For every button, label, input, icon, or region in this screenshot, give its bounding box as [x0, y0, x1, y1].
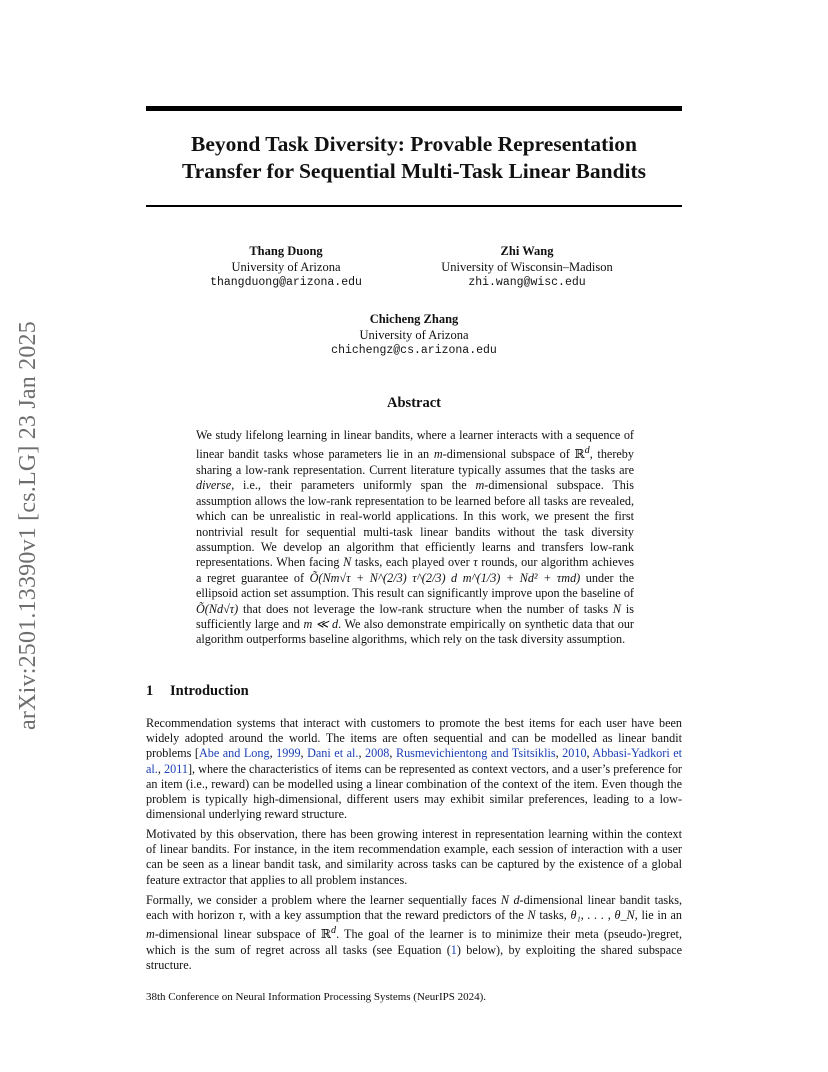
math-N: N: [527, 908, 536, 923]
math-d: d: [513, 893, 520, 907]
para-text: -dimensional linear bandit tasks, each with horizon: [146, 893, 682, 923]
abstract-text: under the ellipsoid action set assumption. This result can significantly improve upon the baseline of: [196, 570, 635, 601]
citation-year-link[interactable]: 1999: [276, 746, 301, 761]
arxiv-stamp-text: arXiv:2501.13390v1 [cs.LG] 23 Jan 2025: [14, 320, 41, 730]
intro-paragraph-3: [146, 893, 682, 973]
citation-link[interactable]: Abe and Long: [198, 746, 270, 761]
para-text: tasks,: [535, 908, 571, 923]
author-email[interactable]: chichengz@cs.arizona.edu: [331, 344, 497, 357]
para-text: ], where the characteristics of items can be represented as context vectors, and a user’s preference for an item (i.e., reward) can be modelled using a linear combination of the context of the item. Even though the problem is typically high-dimensional, different users may exhibit similar preferences, leading to a low-dimensional underlying reward structure.: [146, 761, 682, 822]
citation-year-link[interactable]: 2008: [365, 746, 390, 761]
abstract-text: We study lifelong learning in linear bandits, where a learner interacts with a sequence of linear bandit tasks whose parameters lie in an: [196, 428, 634, 462]
author-name: Thang Duong: [249, 244, 323, 258]
title-line-2: Transfer for Sequential Multi-Task Linear Bandits: [181, 159, 647, 183]
author-block-3: [314, 312, 514, 359]
para-text: -dimensional linear subspace of ℝ: [154, 927, 331, 942]
abstract-text: is sufficiently large and: [196, 601, 634, 631]
para-text: , with a key assumption that the reward predictors of the: [242, 908, 528, 923]
author-email[interactable]: thangduong@arizona.edu: [210, 276, 362, 289]
math-m: m: [475, 478, 485, 493]
para-text: , lie in an: [634, 908, 683, 923]
math-N: N: [500, 893, 510, 907]
abstract-heading: Abstract: [387, 395, 441, 411]
math-m: m: [433, 447, 443, 462]
math-N: N: [343, 555, 352, 570]
math-tau: τ: [238, 908, 243, 923]
condition-formula: m ≪ d: [303, 616, 339, 631]
arxiv-stamp: [8, 290, 48, 760]
title-line-1: Beyond Task Diversity: Provable Representation: [191, 132, 637, 156]
math-d: d: [331, 925, 337, 937]
abstract-text: , thereby sharing a low-rank representation. Current literature typically assumes that the tasks are: [196, 447, 634, 477]
citation-year-link[interactable]: 2011: [164, 761, 188, 776]
author-block-1: [186, 244, 386, 291]
author-block-2: [414, 244, 640, 291]
section-number: 1: [146, 683, 154, 699]
abstract-text: -dimensional subspace. This assumption allows the low-rank representation to be learned before all tasks are revealed, which can be unrealistic in real-world applications. In this work, we present the first nontrivial result for sequential multi-task linear bandits without the task diversity assumption. We develop an algorithm that efficiently learns and transfers low-rank representations. When facing: [196, 478, 634, 570]
math-thetas: θ₁, . . . , θ_N: [570, 908, 635, 923]
equation-ref-link[interactable]: 1: [450, 942, 457, 957]
section-title: Introduction: [170, 683, 249, 699]
math-m: m: [146, 927, 155, 942]
abstract-body: [196, 428, 634, 648]
regret-bound-formula: Õ(Nm√τ + N^(2/3) τ^(2/3) d m^(1/3) + Nd² + τmd): [309, 570, 581, 585]
author-affiliation: University of Wisconsin–Madison: [441, 259, 613, 274]
baseline-formula: Õ(Nd√τ): [196, 601, 239, 616]
section-heading: [146, 683, 249, 700]
title-rule-top: [146, 106, 682, 111]
abstract-text: that does not leverage the low-rank structure when the number of tasks: [238, 601, 613, 616]
title-rule-bottom: [146, 205, 682, 207]
abstract-text: -dimensional subspace of ℝ: [442, 447, 585, 462]
para-text: Recommendation systems that interact with customers to promote the best items for each user have been widely adopted around the world. The items are often sequential and can be modelled as linear bandit problems [: [146, 716, 682, 761]
author-affiliation: University of Arizona: [359, 327, 469, 342]
para-text: ) below), by exploiting the shared subspace structure.: [146, 942, 682, 972]
abstract-text: , i.e., their parameters uniformly span the: [231, 478, 476, 493]
author-name: Zhi Wang: [500, 244, 554, 258]
author-affiliation: University of Arizona: [231, 259, 341, 274]
para-text: . The goal of the learner is to minimize their meta (pseudo-)regret, which is the sum of regret across all tasks (see Equation (: [146, 927, 682, 957]
paper-title: [120, 131, 708, 185]
abstract-text: rounds, our algorithm achieves a regret guarantee of: [196, 555, 634, 585]
citation-link[interactable]: Dani et al.: [307, 746, 359, 761]
para-text: Formally, we consider a problem where the learner sequentially faces: [146, 893, 501, 907]
math-tau: τ: [473, 555, 478, 570]
citation-year-link[interactable]: 2010: [562, 746, 587, 761]
conference-footer: 38th Conference on Neural Information Processing Systems (NeurIPS 2024).: [146, 991, 487, 1003]
author-email[interactable]: zhi.wang@wisc.edu: [468, 276, 586, 289]
emphasis-diverse: diverse: [196, 478, 232, 493]
intro-paragraph-2: Motivated by this observation, there has been growing interest in representation learning within the context of linear bandits. For instance, in the item recommendation example, each session of interaction with a user can be seen as a linear bandit task, and similarity across tasks can be captured by the existence of a global feature extractor that applies to all problem instances.: [146, 827, 682, 887]
author-name: Chicheng Zhang: [369, 312, 459, 326]
math-d: d: [584, 445, 590, 457]
abstract-text: . We also demonstrate empirically on synthetic data that our algorithm outperforms baseline algorithms, which rely on the task diversity assumption.: [196, 616, 634, 647]
abstract-text: tasks, each played over: [351, 555, 474, 570]
math-N: N: [612, 601, 622, 616]
citation-link[interactable]: Abbasi-Yadkori et al.: [146, 746, 683, 776]
intro-paragraph-1: Recommendation systems that interact with customers to promote the best items for each user have been widely adopted around the world. The items are often sequential and can be modelled as linear bandit problems [Abe and Long, 1999, Dani et al., 2008, Rusmevichientong and Tsitsiklis, 2010, Abbasi-Yadkori et al., 2011], where the characteristics of items can be represented as context vectors, and a user’s preference for an item (i.e., reward) can be modelled using a linear combination of the context of the item. Even though the problem is typically high-dimensional, different users may exhibit similar preferences, leading to a low-dimensional underlying reward structure.: [146, 716, 683, 822]
citation-link[interactable]: Rusmevichientong and Tsitsiklis: [395, 746, 556, 761]
